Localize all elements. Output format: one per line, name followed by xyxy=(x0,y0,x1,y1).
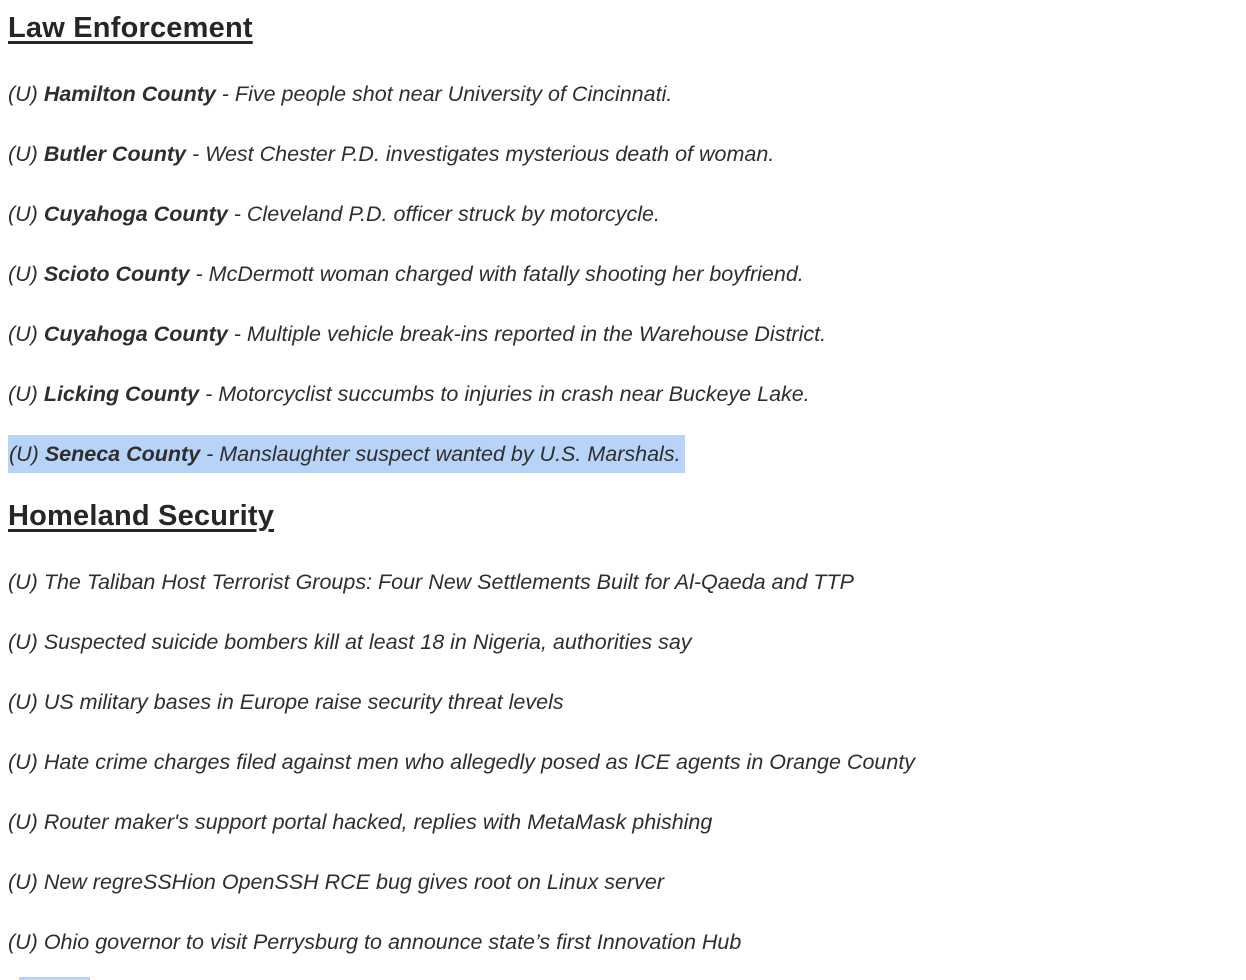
item-text-part: (U) Router maker's support portal hacked, replies with MetaMask phishing xyxy=(8,810,713,834)
item-text-part: (U) Ohio governor to visit Perrysburg to announce state’s first Innovation Hub xyxy=(8,930,742,954)
item-line xyxy=(8,690,564,714)
item-text-part: (U) xyxy=(8,142,44,166)
report-item xyxy=(8,440,1226,468)
item-text-part: (U) xyxy=(8,82,44,106)
item-line xyxy=(8,930,741,954)
report-item xyxy=(8,140,1226,168)
item-line xyxy=(8,322,826,346)
item-line xyxy=(8,142,774,166)
county-name: Cuyahoga County xyxy=(43,202,228,226)
item-line xyxy=(8,810,712,834)
item-text-part: (U) xyxy=(8,262,44,286)
item-text-part: (U) Hate crime charges filed against men who allegedly posed as ICE agents in Orange County xyxy=(8,750,916,774)
section-heading: Law Enforcement xyxy=(8,12,253,44)
report-item xyxy=(8,928,1226,956)
item-text-part: (U) The Taliban Host Terrorist Groups: Four New Settlements Built for Al-Qaeda and TTP xyxy=(8,570,854,594)
report-item xyxy=(8,380,1226,408)
item-line xyxy=(8,630,692,654)
item-line xyxy=(8,382,810,406)
item-line xyxy=(8,870,664,894)
item-line xyxy=(8,82,672,106)
item-text-part: - Multiple vehicle break-ins reported in the Warehouse District. xyxy=(227,322,827,346)
report-item xyxy=(8,260,1226,288)
county-name: Seneca County xyxy=(44,442,201,466)
item-line xyxy=(8,202,660,226)
report-item xyxy=(8,568,1226,596)
item-text-part: - Manslaughter suspect wanted by U.S. Marshals. xyxy=(200,442,681,466)
item-text-part: - Cleveland P.D. officer struck by motorcycle. xyxy=(227,202,660,226)
item-line xyxy=(8,570,854,594)
county-name: Licking County xyxy=(43,382,200,406)
section-heading: Homeland Security xyxy=(8,500,275,532)
item-text-part: (U) US military bases in Europe raise security threat levels xyxy=(8,690,564,714)
county-name: Scioto County xyxy=(43,262,190,286)
item-text-part: (U) xyxy=(8,202,44,226)
county-name: Hamilton County xyxy=(43,82,216,106)
report-item xyxy=(8,80,1226,108)
item-line xyxy=(8,262,804,286)
item-text-part: (U) Suspected suicide bombers kill at least 18 in Nigeria, authorities say xyxy=(8,630,692,654)
selected-line xyxy=(8,435,685,473)
item-text-part: - West Chester P.D. investigates mysterious death of woman. xyxy=(185,142,775,166)
report-item xyxy=(8,808,1226,836)
item-text-part: - McDermott woman charged with fatally shooting her boyfriend. xyxy=(189,262,804,286)
item-text-part: - Motorcyclist succumbs to injuries in crash near Buckeye Lake. xyxy=(199,382,810,406)
item-text-part: (U) xyxy=(8,322,44,346)
report-item xyxy=(8,628,1226,656)
county-name: Butler County xyxy=(43,142,186,166)
report-item xyxy=(8,688,1226,716)
item-text-part: - Five people shot near University of Cincinnati. xyxy=(215,82,673,106)
report-item xyxy=(8,200,1226,228)
county-name: Cuyahoga County xyxy=(43,322,228,346)
report-item xyxy=(8,868,1226,896)
report-item xyxy=(8,748,1226,776)
item-text-part: (U) xyxy=(8,382,44,406)
report-item xyxy=(8,320,1226,348)
item-line xyxy=(8,750,915,774)
item-text-part: (U) New regreSSHion OpenSSH RCE bug gives root on Linux server xyxy=(8,870,665,894)
item-text-part: (U) xyxy=(9,442,45,466)
